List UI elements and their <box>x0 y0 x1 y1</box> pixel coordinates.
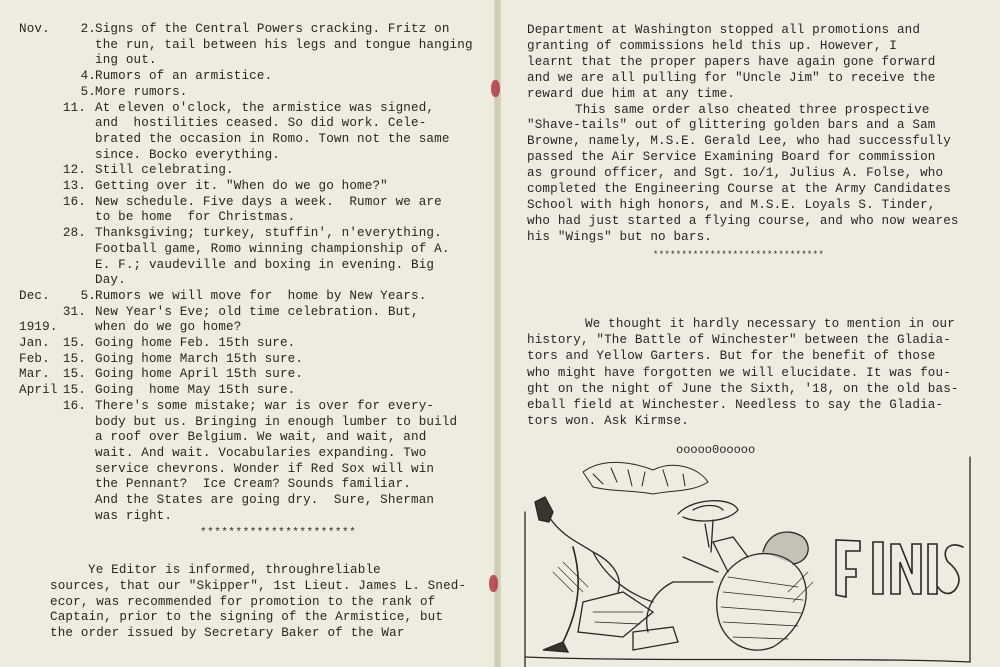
promotion-line: granting of commissions held this up. However, I <box>527 38 897 53</box>
diary-line: Getting over it. "When do we go home?" <box>95 179 388 193</box>
diary-line: when do we go home? <box>95 320 242 335</box>
promotion-line: reward due him at any time. <box>527 86 736 101</box>
diary-line: Going home Feb. 15th sure. <box>95 336 296 350</box>
diary-line: service chevrons. Wonder if Red Sox will win <box>95 461 435 476</box>
diary-line: And the States are going dry. Sure, Sherman <box>95 493 435 507</box>
winchester-line: eball field at Winchester. Needless to say the Gladia- <box>527 398 944 412</box>
finis-lettering <box>836 540 963 597</box>
diary-line: the Pennant? Ice Cream? Sounds familiar. <box>95 477 412 492</box>
promotion-line: Browne, namely, M.S.E. Gerald Lee, who had successfully <box>527 134 951 149</box>
entry-day-label: 16. <box>62 398 86 413</box>
entry-month-label: 1919. <box>19 320 58 335</box>
entry-day-label: 4. <box>80 69 96 84</box>
page-fold <box>494 0 501 667</box>
editor-note-line: ecor, was recommended for promotion to the rank of <box>50 594 436 609</box>
right-star-divider: ****************************** <box>653 250 825 260</box>
promotion-line: completed the Engineering Course at the Army Candidates <box>527 182 951 196</box>
diary-line: New schedule. Five days a week. Rumor we are <box>95 194 442 209</box>
editor-note-line: Ye Editor is informed, throughreliable <box>88 563 381 577</box>
entry-month-label: Feb. <box>19 351 50 366</box>
diary-line: Still celebrating. <box>95 163 234 178</box>
editor-note-line: the order issued by Secretary Baker of the War <box>50 626 405 641</box>
promotion-line: who had just started a flying course, and who now weares <box>527 213 959 228</box>
diary-line: the run, tail between his legs and tongue hanging <box>95 37 473 52</box>
entry-day-label: 15. <box>62 383 86 398</box>
winchester-line: tors won. Ask Kirmse. <box>527 414 689 429</box>
entry-day-label: 15. <box>62 336 86 350</box>
entry-day-label: 16. <box>62 194 86 209</box>
battle-cartoon <box>523 452 973 667</box>
entry-day-label: 5. <box>80 84 96 99</box>
entry-day-label: 15. <box>62 367 86 382</box>
diary-line: and hostilities ceased. So did work. Cele- <box>95 116 427 131</box>
entry-month-label: April <box>19 383 58 398</box>
entry-month-label: Mar. <box>19 367 50 382</box>
promotion-line: School with high honors, and M.S.E. Loyals S. Tinder, <box>527 197 936 212</box>
diary-line: Football game, Romo winning championship of A. <box>95 241 450 256</box>
promotion-line: learnt that the proper papers have again gone forward <box>527 54 936 69</box>
staple-top <box>491 80 500 97</box>
staple-bottom <box>489 575 498 592</box>
winchester-line: tors and Yellow Garters. But for the benefit of those <box>527 349 936 364</box>
diary-line: was right. <box>95 508 173 523</box>
diary-line: More rumors. <box>95 84 188 99</box>
diary-line: E. F.; vaudeville and boxing in evening. Big <box>95 257 435 272</box>
entry-month-label: Nov. <box>19 22 50 36</box>
left-page <box>0 0 494 667</box>
promotion-line: as ground officer, and Sgt. 1o/1, Julius A. Folse, who <box>527 166 944 181</box>
diary-line: Day. <box>95 273 126 288</box>
diary-line: a roof over Belgium. We wait, and wait, and <box>95 430 427 445</box>
entry-day-label: 15. <box>62 351 86 366</box>
promotion-line: passed the Air Service Examining Board for commission <box>527 150 936 165</box>
diary-line: Rumors we will move for home by New Years. <box>95 288 427 303</box>
promotion-line: "Shave-tails" out of glittering golden bars and a Sam <box>527 118 936 133</box>
editor-note-line: Captain, prior to the signing of the Armistice, but <box>50 610 444 625</box>
entry-month-label: Jan. <box>19 336 50 350</box>
diary-line: Going home May 15th sure. <box>95 383 296 398</box>
diary-line: Signs of the Central Powers cracking. Fritz on <box>95 22 450 36</box>
promotion-line: This same order also cheated three prospective <box>575 102 930 117</box>
left-star-divider: ********************** <box>200 527 357 539</box>
diary-line: Thanksgiving; turkey, stuffin', n'everything. <box>95 226 442 241</box>
diary-line: New Year's Eve; old time celebration. But, <box>95 304 419 319</box>
promotion-line: his "Wings" but no bars. <box>527 229 712 244</box>
diary-line: to be home for Christmas. <box>95 210 296 225</box>
entry-day-label: 2. <box>80 22 96 36</box>
winchester-line: history, "The Battle of Winchester" between the Gladia- <box>527 333 951 348</box>
winchester-line: We thought it hardly necessary to mention in our <box>585 317 955 331</box>
entry-day-label: 11. <box>62 100 86 115</box>
entry-day-label: 13. <box>62 179 86 193</box>
entry-day-label: 12. <box>62 163 86 178</box>
winchester-line: who might have forgotten we will elucidate. It was fou- <box>527 365 951 380</box>
winchester-line: ght on the night of June the Sixth, '18, on the old bas- <box>527 381 959 396</box>
diary-line: At eleven o'clock, the armistice was signed, <box>95 100 435 115</box>
diary-line: body but us. Bringing in enough lumber to build <box>95 414 458 429</box>
diary-line: since. Bocko everything. <box>95 147 280 162</box>
entry-day-label: 31. <box>62 304 86 319</box>
diary-line: There's some mistake; war is over for every- <box>95 398 435 413</box>
promotion-line: and we are all pulling for "Uncle Jim" to receive the <box>527 70 936 85</box>
entry-day-label: 28. <box>62 226 86 241</box>
diary-line: Going home March 15th sure. <box>95 351 304 366</box>
cartoon-caption: FINIS <box>843 652 847 653</box>
zeros-divider: ooooo0ooooo <box>676 443 756 457</box>
entry-month-label: Dec. <box>19 288 50 303</box>
promotion-line: Department at Washington stopped all promotions and <box>527 23 921 37</box>
diary-line: Rumors of an armistice. <box>95 69 273 84</box>
diary-line: wait. And wait. Vocabularies expanding. Two <box>95 445 427 460</box>
diary-line: ing out. <box>95 53 157 68</box>
diary-line: brated the occasion in Romo. Town not the same <box>95 131 450 146</box>
entry-day-label: 5. <box>80 288 96 303</box>
editor-note-line: sources, that our "Skipper", 1st Lieut. James L. Sned- <box>50 578 467 593</box>
diary-line: Going home April 15th sure. <box>95 367 304 382</box>
